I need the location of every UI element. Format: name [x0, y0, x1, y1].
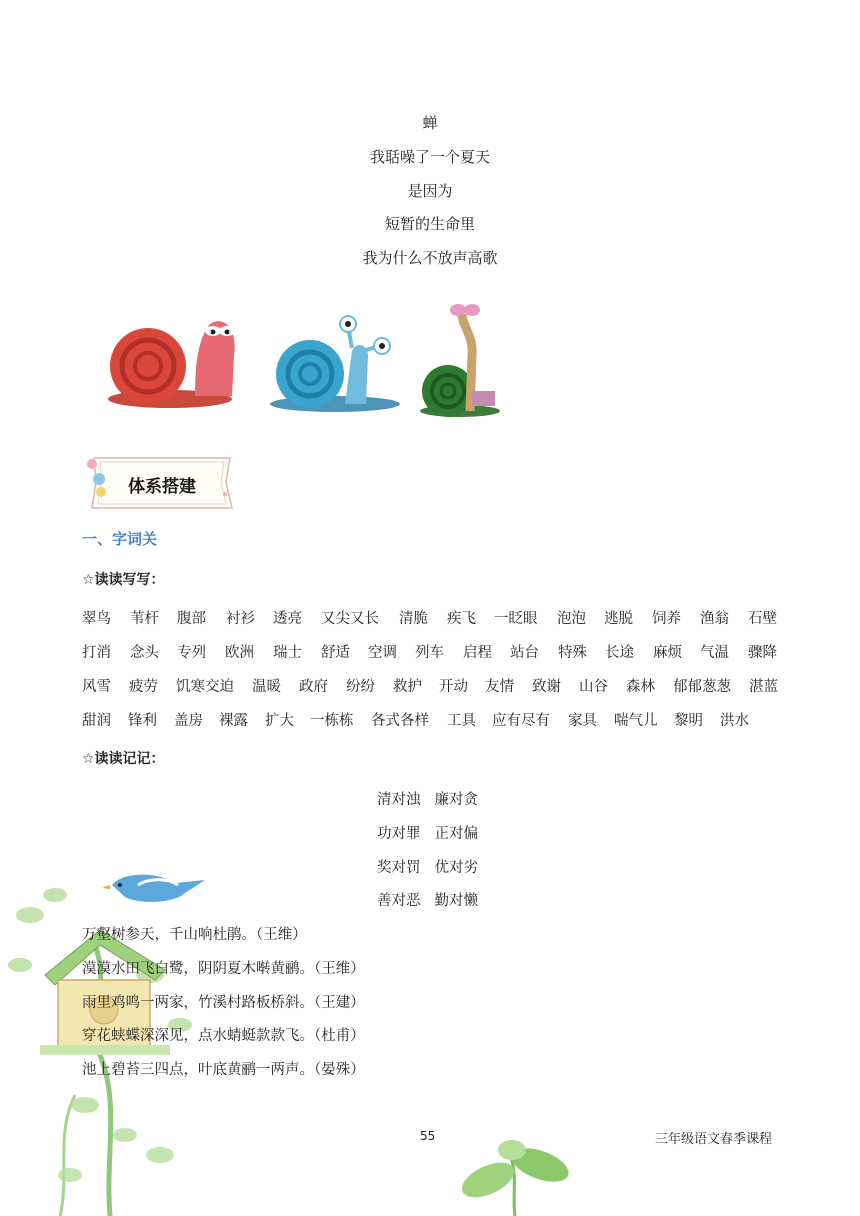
word: 舒适	[321, 645, 350, 661]
word: 喘气儿	[614, 713, 658, 729]
word: 甜润	[82, 713, 111, 729]
word: 骤降	[748, 645, 777, 661]
pair-row	[377, 889, 478, 910]
word: 又尖又长	[321, 611, 379, 627]
word: 黎明	[674, 713, 703, 729]
word: 特殊	[558, 645, 587, 661]
word: 扩大	[265, 713, 294, 729]
word: 纷纷	[346, 679, 375, 695]
word: 饥寒交迫	[176, 679, 234, 695]
word: 开动	[439, 679, 468, 695]
word: 专列	[177, 645, 206, 661]
word: 念头	[130, 645, 159, 661]
word: 衬衫	[226, 611, 255, 627]
word: 苇杆	[130, 611, 159, 627]
pair-word: 奖对罚	[377, 860, 421, 876]
word: 泡泡	[557, 611, 586, 627]
verse-line: 穿花蛱蝶深深见，点水蜻蜓款款飞。（杜甫）	[82, 1028, 365, 1044]
word: 风雪	[82, 679, 111, 695]
section-badge-label: 体系搭建	[128, 477, 196, 497]
word: 欧洲	[225, 645, 254, 661]
word: 透亮	[273, 611, 302, 627]
word-row-4	[82, 709, 782, 733]
word: 湛蓝	[749, 679, 778, 695]
word: 山谷	[579, 679, 608, 695]
word: 森林	[626, 679, 655, 695]
green-snail-icon	[420, 304, 500, 417]
word: 站台	[510, 645, 539, 661]
word: 工具	[447, 713, 476, 729]
word-row-2	[82, 641, 782, 665]
word: 裸露	[219, 713, 248, 729]
word: 一栋栋	[310, 713, 354, 729]
poem-line: 短暂的生命里	[384, 215, 475, 233]
course-name: 三年级语文春季课程	[655, 1132, 773, 1147]
verse-line: 漠漠水田飞白鹭，阴阴夏木啭黄鹂。（王维）	[82, 961, 365, 977]
poem-title: 蝉	[422, 114, 438, 132]
word: 空调	[368, 645, 397, 661]
blue-snail-icon	[270, 316, 400, 412]
word: 瑞士	[273, 645, 302, 661]
section-title: 一、字词关	[82, 530, 158, 548]
poem-line: 是因为	[407, 182, 453, 200]
word: 翠鸟	[82, 611, 111, 627]
word: 打消	[82, 645, 111, 661]
verse-line: 万壑树参天，千山响杜鹃。（王维）	[82, 927, 307, 943]
word: 致谢	[532, 679, 561, 695]
word: 饲养	[652, 611, 681, 627]
read-remember-title: ☆读读记记：	[82, 751, 165, 767]
poem-line: 我为什么不放声高歌	[362, 249, 498, 267]
word: 腹部	[177, 611, 206, 627]
word: 应有尽有	[492, 713, 550, 729]
word: 温暖	[252, 679, 281, 695]
pair-word: 优对劣	[434, 860, 478, 876]
read-write-title: ☆读读写写：	[82, 572, 165, 588]
page-number: 55	[420, 1129, 436, 1143]
pair-word: 清对浊	[377, 792, 421, 808]
word: 清脆	[399, 611, 428, 627]
word: 长途	[605, 645, 634, 661]
word-row-1	[82, 607, 782, 631]
pair-row	[377, 822, 478, 843]
verse-line: 雨里鸡鸣一两家，竹溪村路板桥斜。（王建）	[82, 995, 365, 1011]
word: 逃脱	[604, 611, 633, 627]
word: 渔翁	[700, 611, 729, 627]
poem-line: 我聒噪了一个夏天	[369, 148, 490, 166]
word: 救护	[393, 679, 422, 695]
word: 郁郁葱葱	[673, 679, 731, 695]
word-row-3	[82, 675, 782, 699]
pair-word: 功对罪	[377, 826, 421, 842]
pair-row	[377, 856, 478, 877]
red-snail-icon	[108, 321, 235, 408]
pair-row	[377, 788, 478, 809]
word: 疾飞	[447, 611, 476, 627]
word: 列车	[415, 645, 444, 661]
word: 各式各样	[371, 713, 429, 729]
pair-word: 廉对贪	[434, 792, 478, 808]
verse-line: 池上碧苔三四点，叶底黄鹂一两声。（晏殊）	[82, 1062, 365, 1078]
word: 盖房	[174, 713, 203, 729]
snails-illustration	[100, 296, 520, 421]
word: 疲劳	[129, 679, 158, 695]
pair-word: 正对偏	[434, 826, 478, 842]
leaf-decoration	[450, 1135, 580, 1216]
word: 一眨眼	[494, 611, 538, 627]
word: 友情	[485, 679, 514, 695]
word: 锋利	[128, 713, 157, 729]
word: 石壁	[748, 611, 777, 627]
word: 气温	[700, 645, 729, 661]
word: 麻烦	[653, 645, 682, 661]
pair-word: 勤对懒	[434, 893, 478, 909]
word: 启程	[463, 645, 492, 661]
word: 洪水	[720, 713, 749, 729]
word: 家具	[568, 713, 597, 729]
pair-word: 善对恶	[377, 893, 421, 909]
word: 政府	[299, 679, 328, 695]
